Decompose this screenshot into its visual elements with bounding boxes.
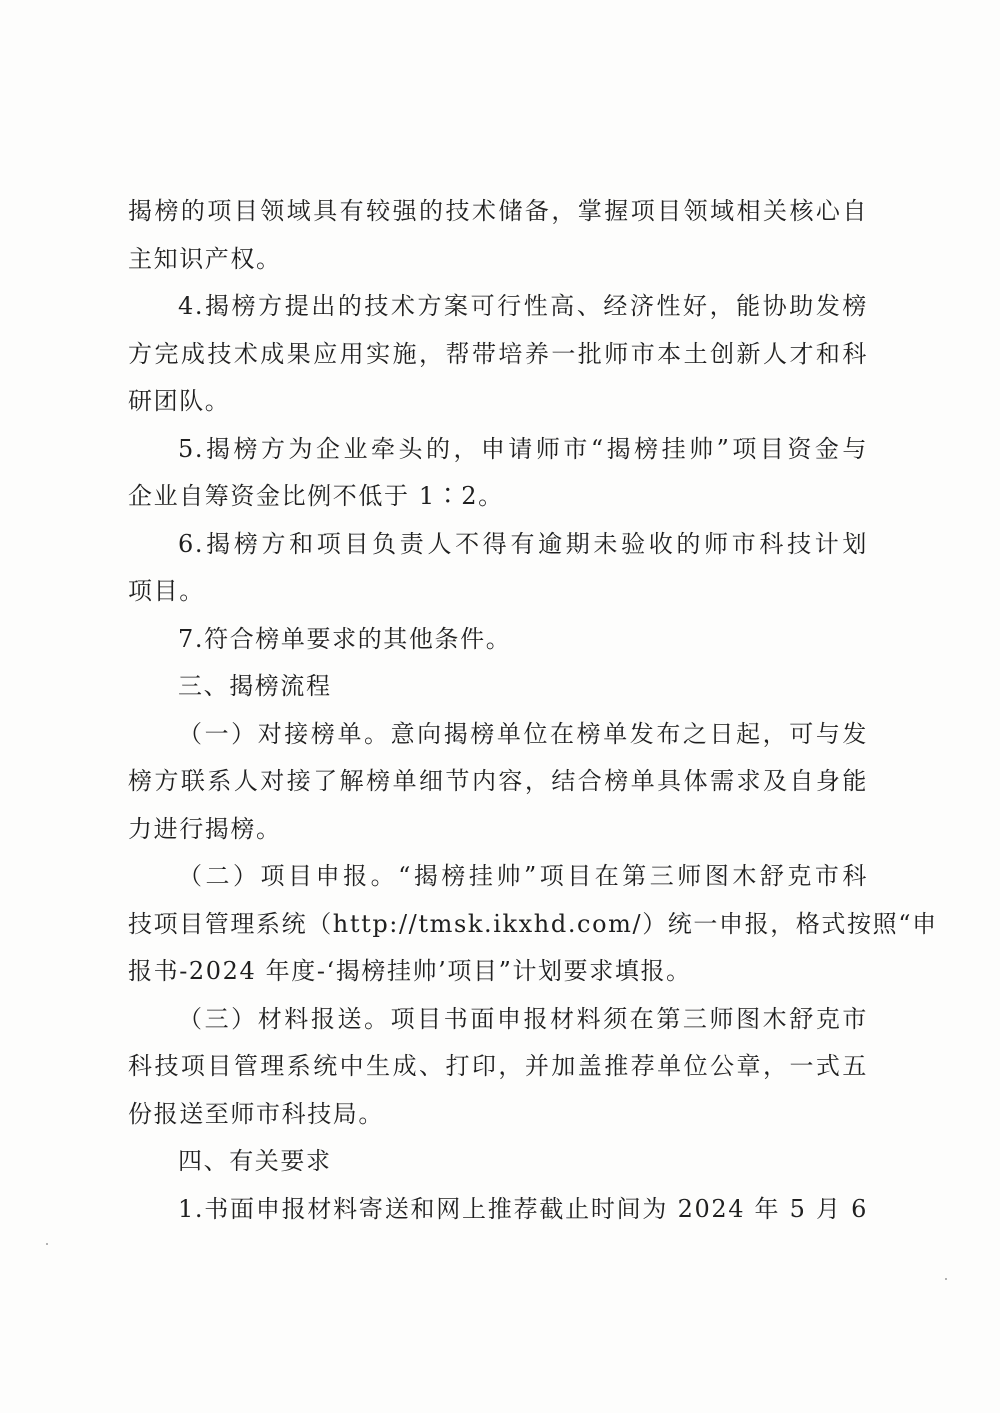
paragraph-line: 5.揭榜方为企业牵头的，申请师市“揭榜挂帅”项目资金与 [178,434,868,463]
paragraph-line: 份报送至师市科技局。 [128,1099,384,1128]
scan-speck [945,1278,947,1280]
section-heading: 三、揭榜流程 [178,672,332,700]
paragraph-line: 项目。 [128,577,205,605]
paragraph-line: 主知识产权。 [128,244,282,273]
paragraph-line: （一）对接榜单。意向揭榜单位在榜单发布之日起，可与发 [178,719,868,748]
section-heading: 四、有关要求 [178,1147,332,1175]
paragraph-line: 榜方联系人对接了解榜单细节内容，结合榜单具体需求及自身能 [128,767,868,795]
paragraph-line: 技项目管理系统（http://tmsk.ikxhd.com/）统一申报，格式按照“申 [128,909,938,938]
paragraph-line: 科技项目管理系统中生成、打印，并加盖推荐单位公章，一式五 [128,1052,868,1080]
paragraph-line: 报书-2024 年度-‘揭榜挂帅’项目”计划要求填报。 [128,957,692,985]
paragraph-line: 研团队。 [128,387,231,415]
paragraph-line: （二）项目申报。“揭榜挂帅”项目在第三师图木舒克市科 [178,862,868,890]
paragraph-line: 力进行揭榜。 [128,814,282,843]
scan-speck [46,1243,48,1245]
paragraph-line: 6.揭榜方和项目负责人不得有逾期未验收的师市科技计划 [178,529,868,558]
paragraph-line: 4.揭榜方提出的技术方案可行性高、经济性好，能协助发榜 [178,292,868,320]
document-body [128,188,938,1233]
paragraph-line: 7.符合榜单要求的其他条件。 [178,624,512,653]
paragraph-line: 揭榜的项目领域具有较强的技术储备，掌握项目领域相关核心自 [128,197,868,225]
paragraph-line: 方完成技术成果应用实施，帮带培养一批师市本土创新人才和科 [128,339,868,368]
paragraph-line: （三）材料报送。项目书面申报材料须在第三师图木舒克市 [178,1004,868,1033]
paragraph-line: 企业自筹资金比例不低于 1∶2。 [128,482,504,510]
paragraph-line: 1.书面申报材料寄送和网上推荐截止时间为 2024 年 5 月 6 [178,1194,868,1223]
